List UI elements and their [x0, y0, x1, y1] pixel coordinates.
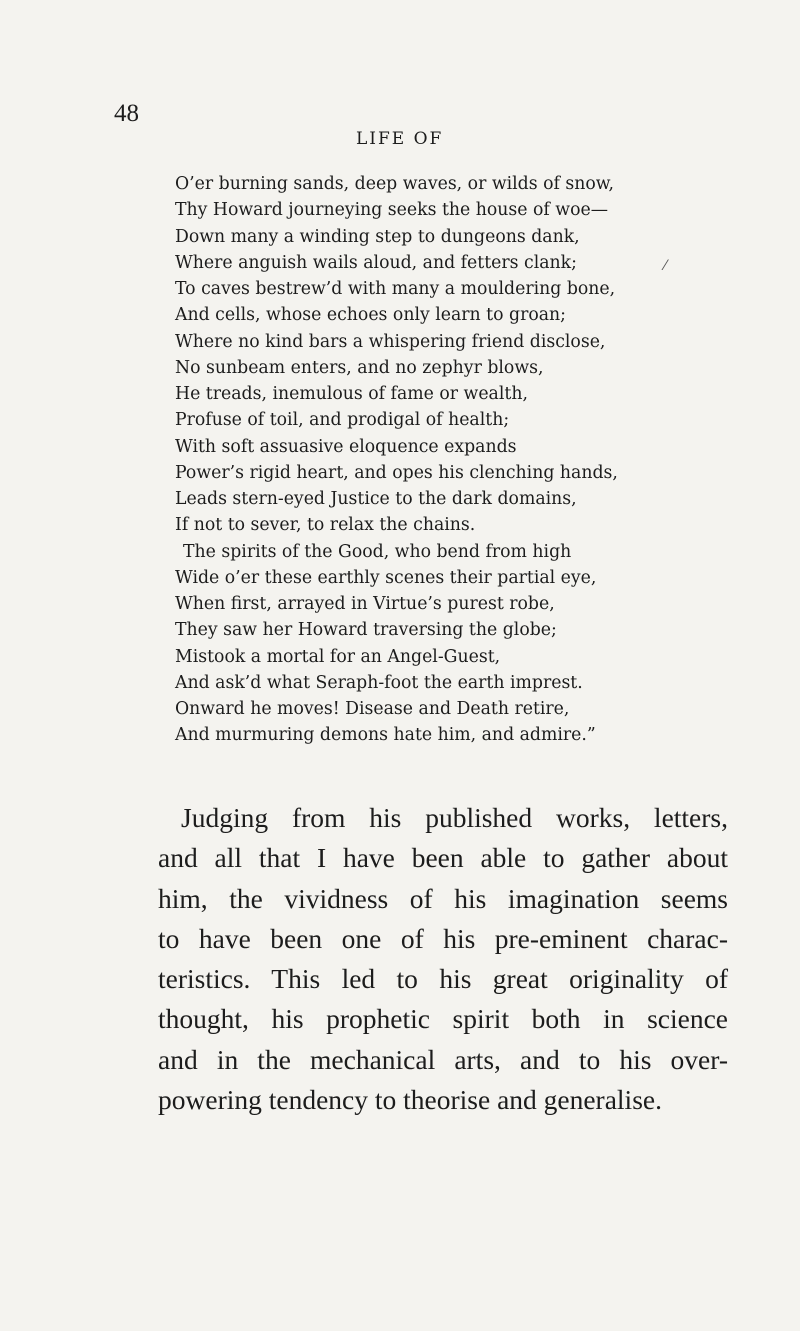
poem-line: With soft assuasive eloquence expands: [175, 436, 517, 457]
prose-line: teristics. This led to his great originality of: [158, 963, 728, 995]
poem-line: And ask’d what Seraph-foot the earth imprest.: [175, 672, 583, 693]
poem-line: To caves bestrew’d with many a mouldering bone,: [175, 279, 616, 299]
prose-line: powering tendency to theorise and generalise.: [158, 1084, 662, 1116]
poem-line: Power’s rigid heart, and opes his clenching hands,: [175, 462, 618, 483]
prose-line: him, the vividness of his imagination seems: [158, 882, 728, 914]
poem-line: Wide o’er these earthly scenes their partial eye,: [175, 567, 597, 588]
prose-line: thought, his prophetic spirit both in science: [158, 1003, 728, 1035]
poem-line: They saw her Howard traversing the globe;: [175, 620, 557, 641]
prose-line: and all that I have been able to gather about: [158, 842, 728, 874]
poem-line: Thy Howard journeying seeks the house of woe—: [175, 200, 608, 221]
poem-line: Where no kind bars a whispering friend disclose,: [175, 331, 606, 352]
page-number: 48: [114, 100, 139, 127]
poem-line: The spirits of the Good, who bend from high: [183, 541, 572, 562]
poem-line: If not to sever, to relax the chains.: [175, 515, 476, 536]
poem-line: He treads, inemulous of fame or wealth,: [175, 384, 528, 404]
poem-line: Where anguish wails aloud, and fetters clank;: [175, 252, 577, 273]
poem-line: O’er burning sands, deep waves, or wilds of snow,: [175, 174, 615, 194]
prose-paragraph: [158, 798, 728, 1120]
poem-line: Onward he moves! Disease and Death retire,: [175, 699, 570, 719]
stray-ink-mark: ⁄: [664, 258, 667, 274]
poem-line: Leads stern-eyed Justice to the dark domains,: [175, 489, 577, 509]
prose-line: to have been one of his pre-eminent charac-: [158, 922, 728, 954]
poem-line: And murmuring demons hate him, and admire.”: [175, 725, 596, 746]
poem-line: When first, arrayed in Virtue’s purest robe,: [175, 594, 555, 614]
poem-line: And cells, whose echoes only learn to groan;: [175, 305, 567, 326]
poem-line: Mistook a mortal for an Angel-Guest,: [175, 646, 501, 667]
running-head: LIFE OF: [356, 129, 444, 149]
prose-line: and in the mechanical arts, and to his over-: [158, 1043, 728, 1075]
poem-line: No sunbeam enters, and no zephyr blows,: [175, 357, 544, 378]
poem-line: Down many a winding step to dungeons dank,: [175, 226, 580, 247]
poem-line: Profuse of toil, and prodigal of health;: [175, 410, 510, 431]
prose-line: Judging from his published works, letters,: [181, 802, 728, 833]
poem-block: [175, 171, 695, 749]
